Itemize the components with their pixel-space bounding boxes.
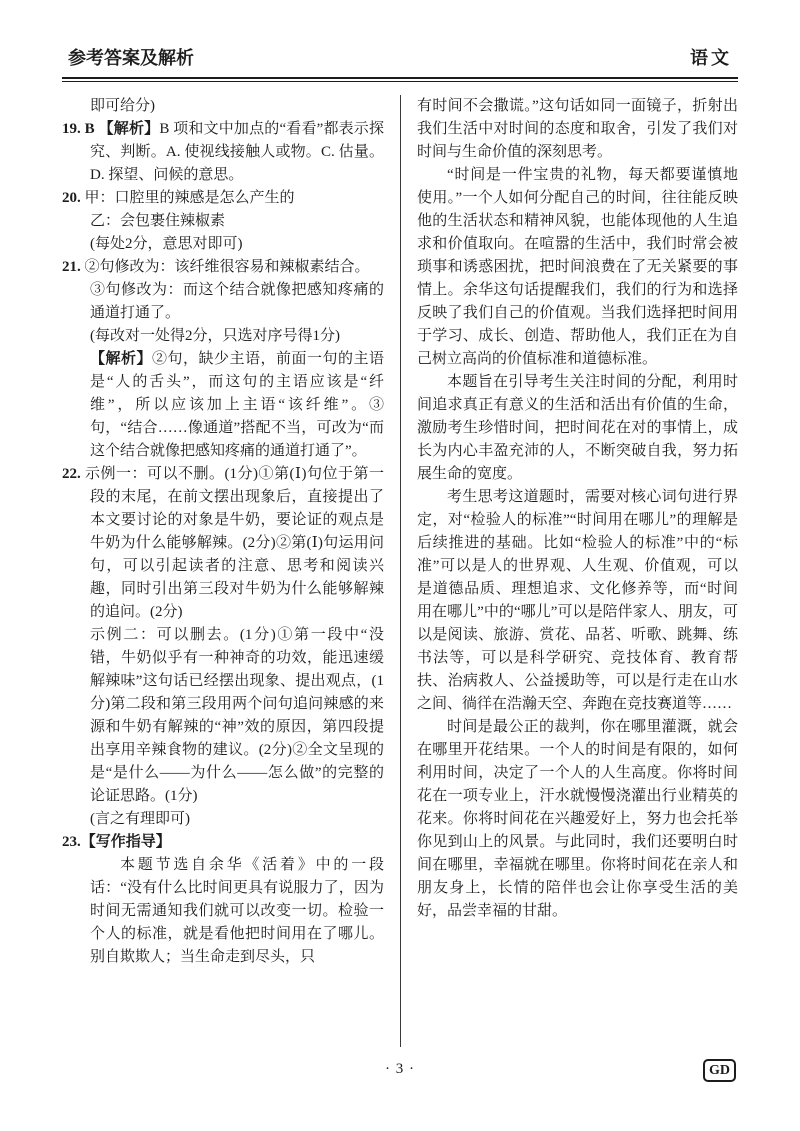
page-title: 参考答案及解析 xyxy=(68,48,194,68)
text-block: “时间是一件宝贵的礼物，每天都要谨慎地使用。”一个人如何分配自己的时间，往往能反映他的生活状态和精神风貌，也能体现他的人生追求和价值取向。在喧嚣的生活中，我们时常会被琐事和诱惑困扰，把时间浪费在了无关紧要的事情上。余华这句话提醒我们，我们的行为和选择反映了我们自己的价值观。当我们选择把时间用于学习、成长、创造、帮助他人，我们正在为自己树立高尚的价值标准和道德标准。 xyxy=(417,167,738,367)
text-block: 考生思考这道题时，需要对核心词句进行界定，对“检验人的标准”“时间用在哪儿”的理解是后续推进的基础。比如“检验人的标准”中的“标准”可以是人的世界观、人生观、价值观，可以是道德品质、理想追求、文化修养等，而“时间用在哪儿”中的“哪儿”可以是陪伴家人、朋友，可以是阅读、旅游、赏花、品茗、听歌、跳舞、练书法等，可以是科学研究、竞技体育、教育帮扶、治病救人、公益援助等，可以是行走在山水之间、徜徉在浩瀚天空、奔跑在竞技赛道等…… xyxy=(417,489,738,712)
text-block: 22. 示例一：可以不删。(1分)①第(Ⅰ)句位于第一段的末尾，在前文摆出现象后，直接提出了本文要讨论的对象是牛奶，要论证的观点是牛奶为什么能够解辣。(2分)②第(Ⅰ)句运用问句，可以引起读者的注意、思考和阅读兴趣，同时引出第三段对牛奶为什么能够解辣的追问。(2分) xyxy=(62,466,384,620)
content-columns xyxy=(62,95,738,1047)
text-block: (每处2分，意思对即可) xyxy=(90,236,243,252)
text-block: 【解析】②句，缺少主语，前面一句的主语是“人的舌头”，而这句的主语应该是“纤维”，所以应该加上主语“该纤维”。③句，“结合……像通道”搭配不当，可改为“而这个结合就像把感知疼痛的通道打通了”。 xyxy=(90,351,384,459)
text-block: 20. 甲：口腔里的辣感是怎么产生的 xyxy=(62,190,295,206)
text-block: 本题旨在引导考生关注时间的分配，利用时间追求真正有意义的生活和活出有价值的生命，激励考生珍惜时间，把时间花在对的事情上，成长为内心丰盈充沛的人，不断突破自我，努力拓展生命的宽度。 xyxy=(417,374,738,482)
text-block: 23.【写作指导】 xyxy=(62,834,171,850)
text-block: (每改对一处得2分，只选对序号得1分) xyxy=(90,328,340,344)
text-block: 示例二：可以删去。(1分)①第一段中“没错，牛奶似乎有一种神奇的功效，能迅速缓解辣味”这句话已经摆出现象、提出观点，(1分)第二段和第三段用两个问句追问辣感的来源和牛奶有解辣的“神”效的原因，第四段提出享用辛辣食物的建议。(2分)②全文呈现的是“是什么——为什么——怎么做”的完整的论证思路。(1分) xyxy=(90,627,384,804)
page-header xyxy=(62,44,738,77)
text-block: ③句修改为：而这个结合就像把感知疼痛的通道打通了。 xyxy=(90,282,384,321)
text-block: 21. ②句修改为：该纤维很容易和辣椒素结合。 xyxy=(62,259,370,275)
right-column xyxy=(400,95,738,1047)
text-block: 有时间不会撒谎。”这句话如同一面镜子，折射出我们生活中对时间的态度和取舍，引发了我们对时间与生命价值的深刻思考。 xyxy=(417,98,738,160)
text-block: 19. B 【解析】B 项和文中加点的“看看”都表示探究、判断。A. 使视线接触人或物。C. 估量。D. 探望、问候的意思。 xyxy=(62,121,384,183)
text-block: 乙：会包裹住辣椒素 xyxy=(90,213,226,229)
edition-badge: GD xyxy=(703,1059,736,1082)
subject-label: 语文 xyxy=(690,48,732,68)
text-block: 即可给分) xyxy=(90,98,155,114)
left-column xyxy=(62,95,400,1047)
text-block: (言之有理即可) xyxy=(90,811,190,827)
page-number: · 3 · xyxy=(385,1061,415,1077)
text-block: 本题节选自余华《活着》中的一段话：“没有什么比时间更具有说服力了，因为时间无需通知我们就可以改变一切。检验一个人的标准，就是看他把时间用在了哪儿。别自欺欺人；当生命走到尽头，只 xyxy=(90,857,384,965)
page-footer xyxy=(62,1059,738,1085)
text-block: 时间是最公正的裁判，你在哪里灌溉，就会在哪里开花结果。一个人的时间是有限的，如何利用时间，决定了一个人的人生高度。你将时间花在一项专业上，汗水就慢慢浇灌出行业精英的花来。你将时间花在兴趣爱好上，努力也会托举你见到山上的风景。与此同时，我们还要明白时间在哪里，幸福就在哪里。你将时间花在亲人和朋友身上，长情的陪伴也会让你享受生活的美好，品尝幸福的甘甜。 xyxy=(417,719,738,919)
header-rule xyxy=(62,77,738,82)
